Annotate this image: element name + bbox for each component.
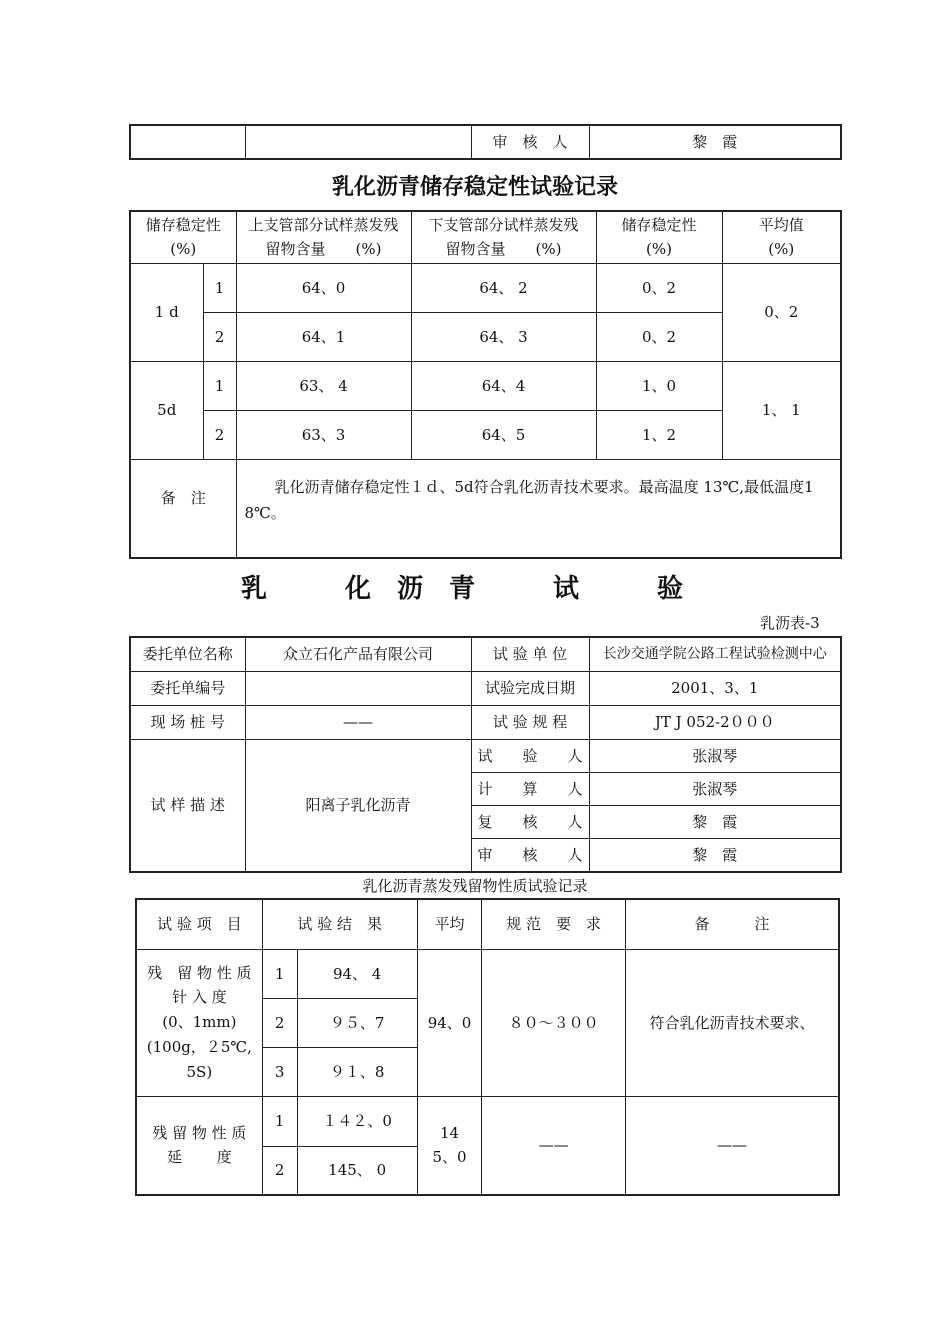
remark-label: 备 注 [130, 459, 236, 558]
penetration-note: 符合乳化沥青技术要求、 [626, 949, 840, 1096]
calc-value: 张淑琴 [589, 772, 841, 805]
stability-value: 1、2 [596, 410, 722, 459]
emulsion-info-table [129, 636, 842, 873]
average-value: 1、 1 [722, 361, 841, 459]
review-value: 黎 霞 [589, 838, 841, 872]
emulsion-title: 乳 化沥青 试 验 [240, 574, 709, 604]
header-stability-pct: 储存稳定性 (%) [596, 211, 722, 263]
penetration-value: ９１、8 [297, 1047, 417, 1096]
spec-label: 试 验 规 程 [471, 705, 589, 739]
row-no: 3 [262, 1047, 297, 1096]
upper-value: 64、0 [236, 263, 411, 312]
penetration-average: 94、0 [417, 949, 482, 1096]
row-no: 2 [203, 312, 236, 361]
lower-value: 64、 3 [411, 312, 596, 361]
lower-value: 64、5 [411, 410, 596, 459]
tester-label: 试 验 人 [471, 739, 589, 772]
finish-date-value: 2001、3、1 [589, 671, 841, 705]
tester-value: 张淑琴 [589, 739, 841, 772]
ductility-label: 残 留 物 性 质 延 度 [136, 1096, 262, 1195]
upper-value: 63、 4 [236, 361, 411, 410]
recheck-value: 黎 霞 [589, 805, 841, 838]
stability-value: 0、2 [596, 312, 722, 361]
average-value: 0、2 [722, 263, 841, 361]
ductility-value: 145、 0 [297, 1146, 417, 1195]
header-stability: 储存稳定性 (%) [130, 211, 236, 263]
station-label: 现 场 桩 号 [130, 705, 245, 739]
sample-value: 阳离子乳化沥青 [245, 739, 471, 872]
group-1d-label: 1 d [130, 263, 203, 361]
recheck-label: 复 核 人 [471, 805, 589, 838]
residue-table [135, 898, 840, 1196]
client-label: 委托单位名称 [130, 637, 245, 671]
ductility-value: １４２、0 [297, 1096, 417, 1146]
finish-date-label: 试验完成日期 [471, 671, 589, 705]
test-unit-label: 试 验 单 位 [471, 637, 589, 671]
row-no: 1 [203, 361, 236, 410]
stability-value: 1、0 [596, 361, 722, 410]
penetration-value: 94、 4 [297, 949, 417, 998]
row-no: 2 [262, 1146, 297, 1195]
order-no-label: 委托单编号 [130, 671, 245, 705]
order-no-value [245, 671, 471, 705]
penetration-label: 残 留 物 性 质 针 入 度 (0、1mm) (100g，２5℃, 5S) [136, 949, 262, 1096]
lower-value: 64、4 [411, 361, 596, 410]
lower-value: 64、 2 [411, 263, 596, 312]
header-note: 备 注 [626, 899, 840, 949]
review-label: 审 核 人 [471, 838, 589, 872]
row-no: 2 [262, 998, 297, 1047]
ductility-requirement: —— [482, 1096, 626, 1195]
stability-table [129, 210, 842, 559]
upper-value: 63、3 [236, 410, 411, 459]
station-value: —— [245, 705, 471, 739]
group-5d-label: 5d [130, 361, 203, 459]
header-avg: 平均 [417, 899, 482, 949]
penetration-value: ９５、7 [297, 998, 417, 1047]
reviewer-value: 黎 霞 [589, 125, 841, 159]
top-table [129, 124, 842, 160]
test-unit-value: 长沙交通学院公路工程试验检测中心 [589, 637, 841, 671]
ductility-note: —— [626, 1096, 840, 1195]
header-lower: 下支管部分试样蒸发残 留物含量 (%) [411, 211, 596, 263]
row-no: 1 [262, 949, 297, 998]
remark-text: 乳化沥青储存稳定性１ｄ、5d符合乳化沥青技术要求。最高温度 13℃,最低温度1 8℃。 [236, 459, 841, 558]
spec-value: JT J 052-2０００ [589, 705, 841, 739]
stability-title: 乳化沥青储存稳定性试验记录 [331, 175, 618, 200]
calc-label: 计 算 人 [471, 772, 589, 805]
header-item: 试 验 项 目 [136, 899, 262, 949]
residue-title: 乳化沥青蒸发残留物性质试验记录 [362, 877, 588, 895]
row-no: 2 [203, 410, 236, 459]
header-average: 平均值 (%) [722, 211, 841, 263]
sample-label: 试 样 描 述 [130, 739, 245, 872]
header-upper: 上支管部分试样蒸发残 留物含量 (%) [236, 211, 411, 263]
empty-cell [245, 125, 471, 159]
row-no: 1 [203, 263, 236, 312]
row-no: 1 [262, 1096, 297, 1146]
penetration-requirement: ８０～３００ [482, 949, 626, 1096]
client-value: 众立石化产品有限公司 [245, 637, 471, 671]
header-requirement: 规 范 要 求 [482, 899, 626, 949]
stability-value: 0、2 [596, 263, 722, 312]
empty-cell [130, 125, 245, 159]
upper-value: 64、1 [236, 312, 411, 361]
header-result: 试 验 结 果 [262, 899, 417, 949]
reviewer-label: 审 核 人 [471, 125, 589, 159]
ductility-average: 14 5、0 [417, 1096, 482, 1195]
table-number: 乳沥表-3 [760, 614, 820, 632]
